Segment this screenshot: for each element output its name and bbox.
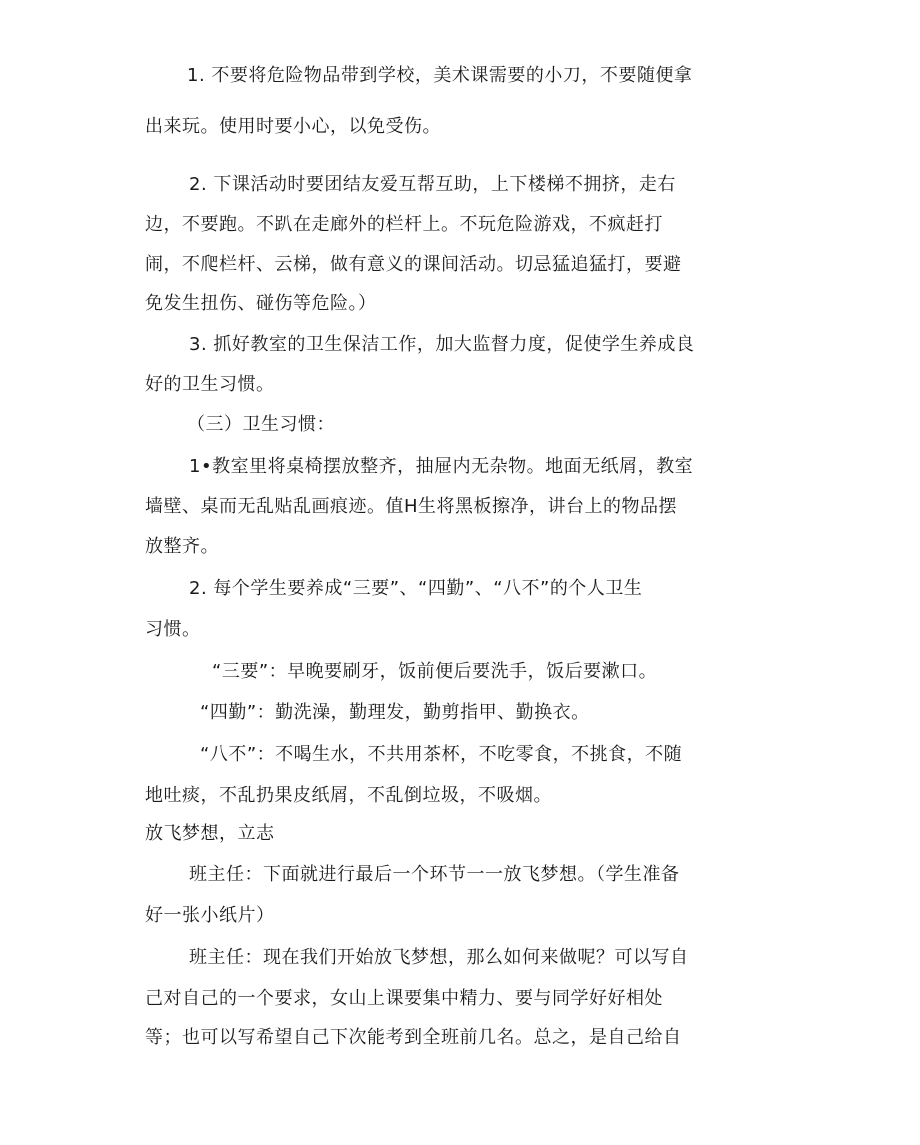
four-diligences: “四勤”：勤洗澡，勤理发，勤剪指甲、勤换衣。 — [200, 702, 590, 723]
eight-donts-line-1: “八不”：不喝生水，不共用茶杯，不吃零食，不挑食，不随 — [200, 744, 683, 765]
three-musts: “三要”：早晚要刷牙，饭前便后要洗手，饭后要漱口。 — [212, 661, 658, 682]
section-heading-dreams: 放飞梦想，立志 — [145, 823, 275, 844]
section-heading-hygiene: （三）卫生习惯： — [187, 414, 335, 435]
hygiene-2-line-1: 2. 每个学生要养成“三要”、“四勤”、“八不”的个人卫生 — [189, 578, 643, 599]
hygiene-1-line-3: 放整齐。 — [145, 536, 219, 557]
teacher-speech-1-line-1: 班主任：下面就进行最后一个环节一一放飞梦想。（学生准备 — [189, 864, 680, 885]
teacher-speech-2-line-1: 班主任：现在我们开始放飞梦想，那么如何来做呢？可以写自 — [189, 947, 689, 968]
item-1-line-2: 出来玩。使用时要小心，以免受伤。 — [145, 116, 441, 137]
item-2-line-3: 闹，不爬栏杆、云梯，做有意义的课间活动。切忌猛追猛打，要避 — [145, 254, 682, 275]
item-3-line-2: 好的卫生习惯。 — [145, 374, 275, 395]
item-3-line-1: 3. 抓好教室的卫生保洁工作，加大监督力度，促使学生养成良 — [189, 334, 695, 355]
item-2-line-1: 2. 下课活动时要团结友爱互帮互助，上下楼梯不拥挤，走右 — [189, 174, 676, 195]
teacher-speech-2-line-2: 己对自己的一个要求，女山上课要集中精力、要与同学好好相处 — [145, 988, 663, 1009]
teacher-speech-2-line-3: 等；也可以写希望自己下次能考到全班前几名。总之，是自己给自 — [145, 1027, 682, 1048]
item-2-line-2: 边，不要跑。不趴在走廊外的栏杆上。不玩危险游戏，不疯赶打 — [145, 214, 663, 235]
item-1-line-1: 1. 不要将危险物品带到学校，美术课需要的小刀，不要随便拿 — [187, 65, 693, 86]
teacher-speech-1-line-2: 好一张小纸片） — [145, 905, 275, 926]
item-2-line-4: 免发生扭伤、碰伤等危险。） — [145, 293, 377, 314]
eight-donts-line-2: 地吐痰，不乱扔果皮纸屑，不乱倒垃圾，不吸烟。 — [145, 785, 552, 806]
hygiene-1-line-2: 墙壁、桌而无乱贴乱画痕迹。值H生将黑板擦净，讲台上的物品摆 — [145, 496, 678, 517]
hygiene-1-line-1: 1•教室里将桌椅摆放整齐，抽屉内无杂物。地面无纸屑，教室 — [189, 456, 694, 477]
hygiene-2-line-2: 习惯。 — [145, 619, 201, 640]
